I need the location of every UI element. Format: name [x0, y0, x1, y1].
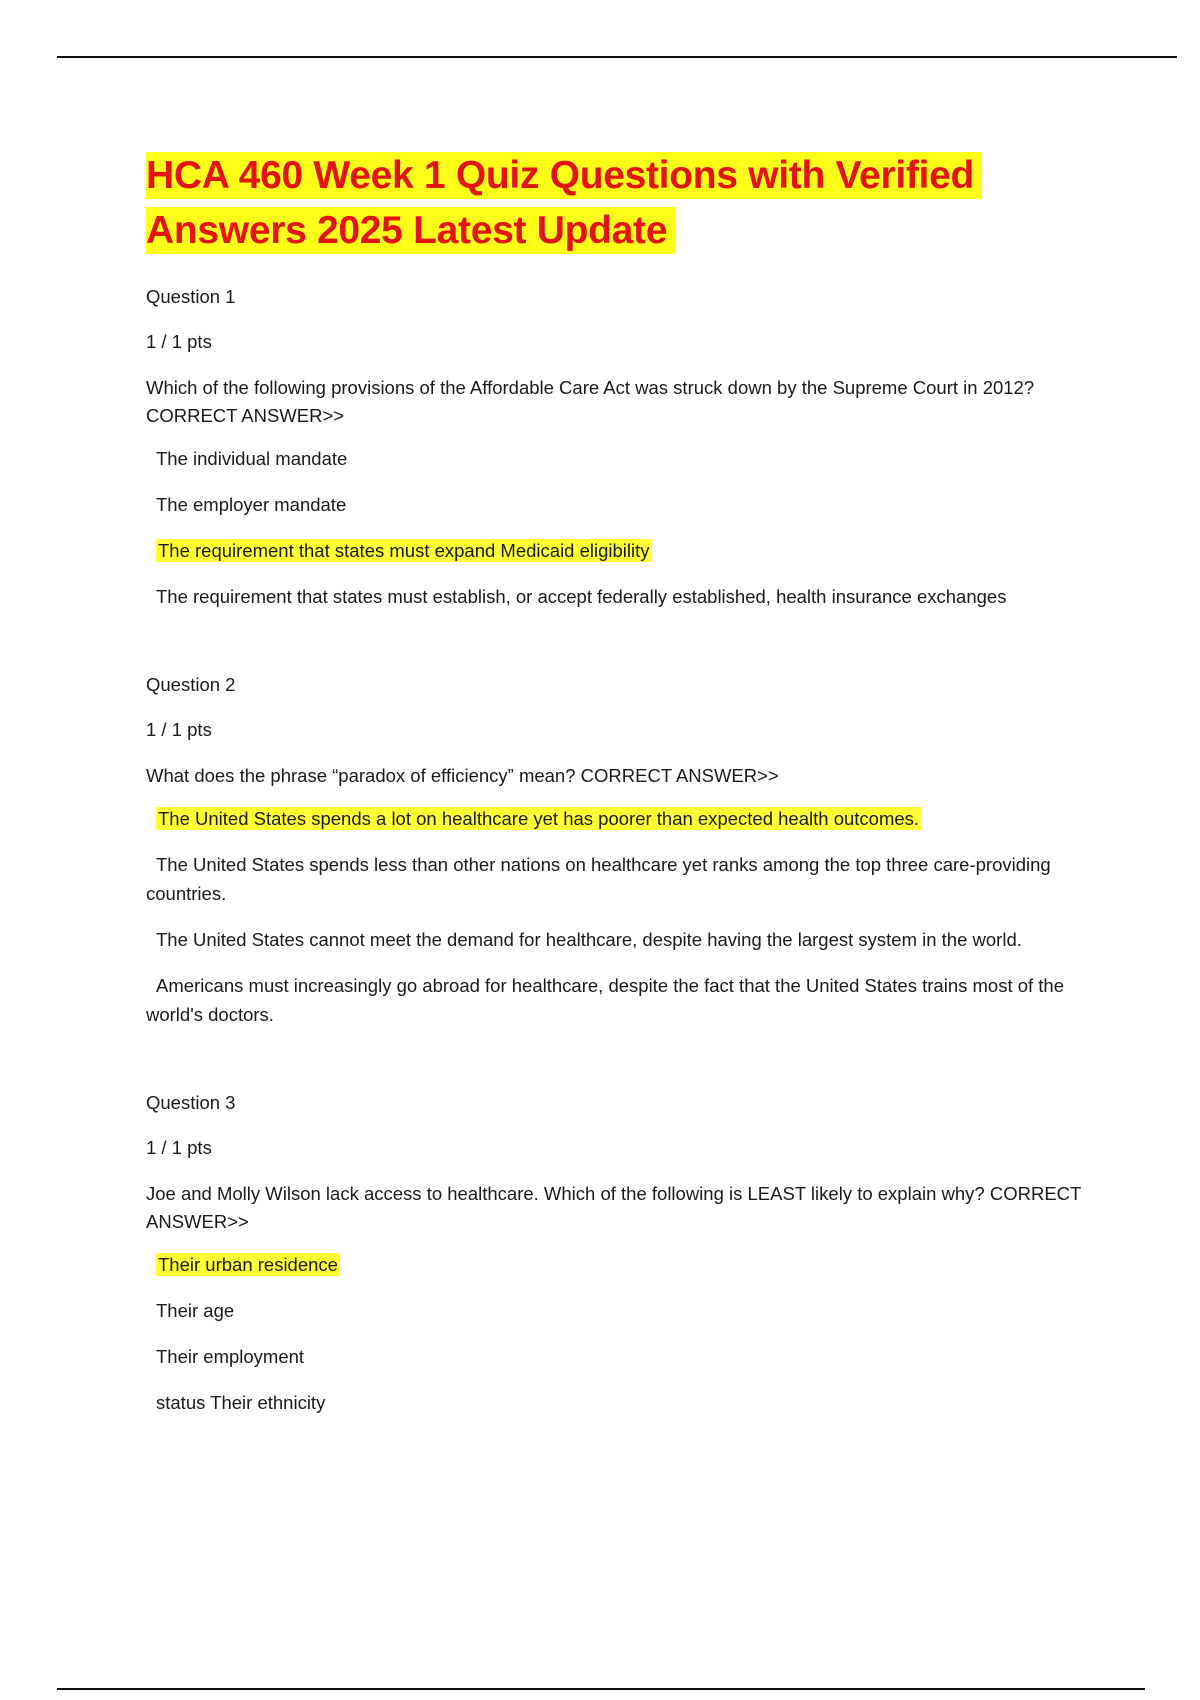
question-prompt: Which of the following provisions of the Affordable Care Act was struck down by the Supreme Court in 2012? CORRECT ANSWER>> — [146, 377, 1035, 426]
title-line-1: HCA 460 Week 1 Quiz Questions with Verified — [146, 152, 982, 199]
title-line-2: Answers 2025 Latest Update — [146, 207, 675, 254]
answer-option — [146, 490, 1106, 519]
question-1 — [146, 284, 1106, 611]
answer-option-text: Americans must increasingly go abroad for healthcare, despite the fact that the United States trains most of the world's doctors. — [146, 975, 1065, 1025]
answer-option-text: The requirement that states must establish, or accept federally established, health insurance exchanges — [156, 586, 1007, 607]
answer-option-text: The United States spends less than other nations on healthcare yet ranks among the top three care-providing countries. — [146, 854, 1051, 904]
answer-option — [146, 444, 1106, 473]
bottom-rule — [57, 1688, 1145, 1690]
answer-option — [146, 971, 1106, 1029]
answer-option — [146, 1342, 1106, 1371]
question-3 — [146, 1090, 1106, 1417]
answer-option — [146, 1296, 1106, 1325]
answer-option — [146, 1388, 1106, 1417]
question-prompt: What does the phrase “paradox of efficiency” mean? CORRECT ANSWER>> — [146, 765, 779, 786]
answer-option-text: status Their ethnicity — [156, 1392, 326, 1413]
question-prompt: Joe and Molly Wilson lack access to healthcare. Which of the following is LEAST likely to explain why? CORRECT ANSWER>> — [146, 1183, 1081, 1232]
answer-option-text: The United States cannot meet the demand for healthcare, despite having the largest system in the world. — [156, 929, 1022, 950]
question-label: Question 2 — [146, 674, 236, 695]
answer-option-text: The United States spends a lot on healthcare yet has poorer than expected health outcomes. — [158, 808, 920, 829]
correct-answer-option — [146, 804, 1106, 833]
answer-option — [146, 925, 1106, 954]
question-label: Question 1 — [146, 286, 236, 307]
answer-option-text: The requirement that states must expand Medicaid eligibility — [158, 540, 650, 561]
answer-option-text: Their age — [156, 1300, 235, 1321]
answer-option — [146, 582, 1106, 611]
document-body — [146, 148, 1106, 1434]
question-label: Question 3 — [146, 1092, 236, 1113]
correct-answer-option — [146, 536, 1106, 565]
top-rule — [57, 56, 1177, 58]
answer-option — [146, 850, 1106, 908]
answer-option-text: The individual mandate — [156, 448, 348, 469]
question-points: 1 / 1 pts — [146, 1137, 212, 1158]
answer-option-text: Their employment — [156, 1346, 305, 1367]
answer-option-text: The employer mandate — [156, 494, 347, 515]
question-2 — [146, 672, 1106, 1029]
question-points: 1 / 1 pts — [146, 719, 212, 740]
answer-option-text: Their urban residence — [158, 1254, 338, 1275]
document-title — [146, 148, 1106, 258]
question-points: 1 / 1 pts — [146, 331, 212, 352]
correct-answer-option — [146, 1250, 1106, 1279]
